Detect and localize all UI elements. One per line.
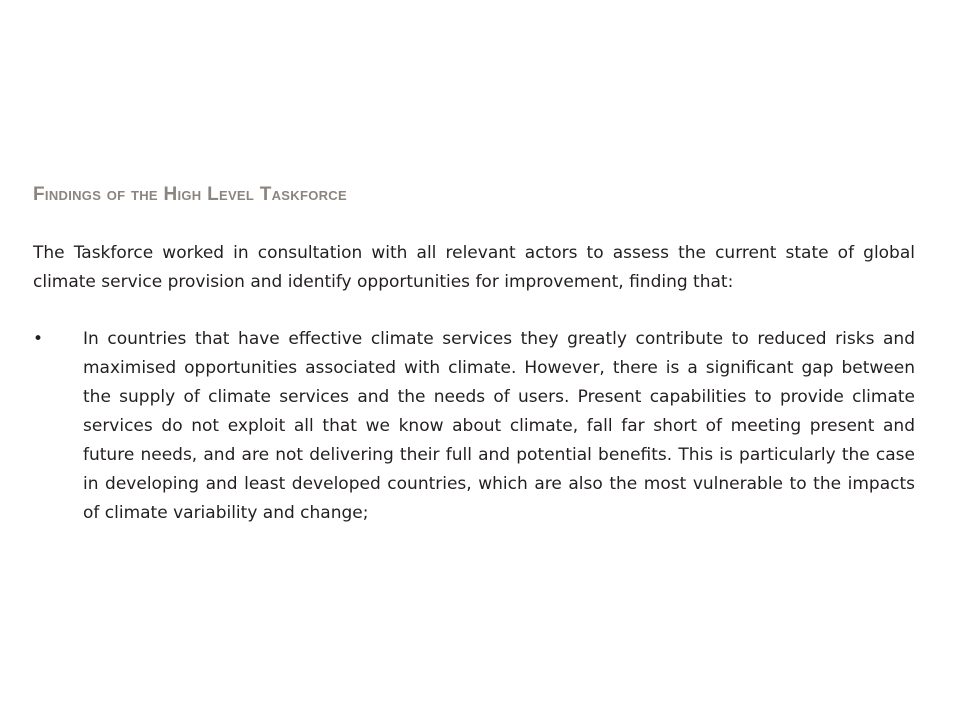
list-item-text: In countries that have effective climate services they greatly contribute to reduced risks and maximised opportunities associated with climate. However, there is a significant gap between the supply of climate services and the needs of users. Present capabilities to provide climate services do not exploit all that we know about climate, fall far short of meeting present and future needs, and are not delivering their full and potential benefits. This is particularly the case in developing and least developed countries, which are also the most vulnerable to the impacts of climate variability and change; [83, 329, 915, 523]
section-heading: Findings of the High Level Taskforce [33, 184, 347, 205]
bullet-icon: • [33, 329, 44, 349]
findings-list [33, 325, 915, 528]
list-item [33, 325, 915, 528]
intro-paragraph: The Taskforce worked in consultation with all relevant actors to assess the current state of global climate service provision and identify opportunities for improvement, finding that: [33, 243, 915, 292]
